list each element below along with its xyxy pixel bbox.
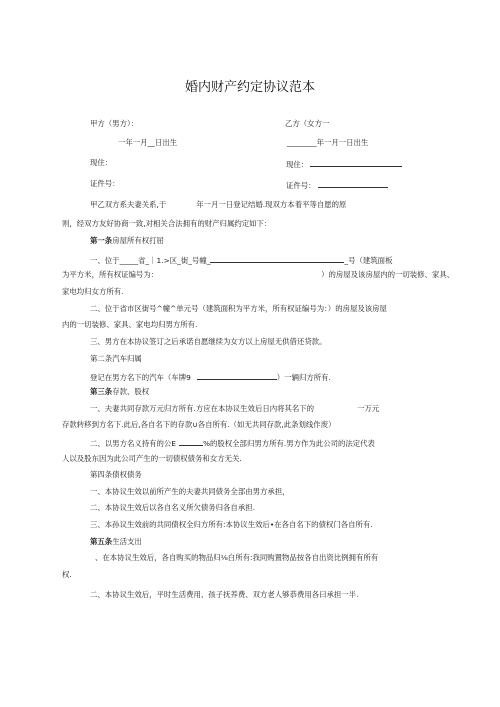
section-4-heading: 第四条债权债务 <box>90 470 142 479</box>
section-1-heading-text: 房屋所有权打屈 <box>112 236 164 245</box>
section-2-line-1a: 登记在男方名下的汽车（车牌9 <box>90 373 191 382</box>
section-3-item-1-line-1b: 一万元 <box>357 404 380 413</box>
section-2-plate-blank <box>197 371 277 380</box>
party-a-birth: 一年一月__日出生 <box>118 138 178 147</box>
section-3-item-1-line-2: 存款转移到方名下.此后,各自名下的存款∪各自所有.（如无共同存款,此条划线作废） <box>62 420 336 429</box>
party-a-id: 证件号： <box>90 179 120 188</box>
party-b-residence <box>286 158 402 170</box>
section-2-line-1b: ）一辆归方所有. <box>276 373 331 382</box>
section-3-item-1-line-1 <box>90 404 379 414</box>
section-1-item-1-line-1b: _号（建筑面板 <box>344 256 393 265</box>
party-a-label: 甲方（男方）： <box>90 119 139 128</box>
party-b-id <box>286 179 388 191</box>
section-3-heading-text: 存款、股权 <box>112 387 150 396</box>
intro-line-1 <box>90 200 346 210</box>
party-b-residence-label: 现住： <box>286 160 309 169</box>
section-5-heading-text: 生活支出 <box>112 537 142 546</box>
section-1-heading-bold: 第一条 <box>90 236 113 245</box>
section-1-item-1-line-1 <box>90 254 392 266</box>
section-1-item-1-blank <box>210 254 344 263</box>
intro-line-1a: 甲乙双方系夫妻关系,于 <box>90 200 167 209</box>
section-1-item-1-line-2a: 为平方米，所有权证编号为： <box>62 270 159 279</box>
party-b-label: 乙方（女方一 <box>285 119 330 128</box>
section-1-item-1-line-1a: 一、位于_____省_｜1.>区_街_号幢_ <box>90 256 211 265</box>
section-3-item-2-line-1a: 二、以男方名义持有的公E <box>90 439 176 448</box>
section-1-heading <box>90 236 164 246</box>
section-5-item-2: 二、本协议生效后，平时生活费用、孩子抚养费、双方老人够恭费用各曰承担一半. <box>90 590 359 599</box>
party-b-birth-text: 年一月一日出生 <box>316 138 369 147</box>
party-b-id-label: 证件号： <box>286 181 316 190</box>
section-5-item-1-line-2: 权. <box>62 570 72 579</box>
section-1-item-2-line-2: 内的一切装修、家具、家电均归男方所有. <box>62 320 198 329</box>
section-5-item-1-line-1: 、在本协议生效后，各自购买的物品归⅛白所有:我同购置物品按各自出资比例拥有所有 <box>95 553 379 562</box>
section-3-item-2-line-1b: %的股权全部归男方所有.男方作为此公司的法定代表 <box>202 439 375 448</box>
section-1-item-2-line-1: 二、位于省市区街号^幢^单元号（建筑面积为平方米，所有权证编号为：）的房屋及该房屋 <box>90 304 387 313</box>
section-4-item-1: 一、本协议生效以前所产生的夫妻共同债务全部由男方承担， <box>90 487 290 496</box>
section-3-item-2-line-1 <box>90 437 375 449</box>
section-5-heading <box>90 537 142 547</box>
section-1-item-1-line-3: 家电均归女方所有. <box>62 287 124 296</box>
party-a-residence: 现住： <box>90 158 113 167</box>
section-5-heading-bold: 第五条 <box>90 537 113 546</box>
section-1-item-1-line-2 <box>62 270 454 280</box>
party-b-id-blank <box>318 179 388 188</box>
section-4-item-2: 二、本协议生效后以各自名义所欠债务归各自承担. <box>90 503 255 512</box>
intro-line-1b: 年一月一日登记结婚.现双方本着平等自愿的原 <box>196 200 347 209</box>
section-2-line-1 <box>90 371 331 383</box>
party-b-birth-blank: ________ <box>287 138 317 147</box>
section-3-heading <box>90 387 149 397</box>
section-1-item-1-line-2b: ）的房屋及该房屋内的一切装修、家具、 <box>321 270 455 279</box>
section-3-item-1-line-1a: 一、夫妻共同存款万元归方所有.方应在本协议生效后日内将其名下的 <box>90 404 315 413</box>
section-2-heading: 第二条汽车归属 <box>90 354 142 363</box>
section-3-item-2-line-2: 人以及股东因为此公司产生的一切债权债务和女方无关. <box>62 454 242 463</box>
section-3-heading-bold: 第三条 <box>90 387 113 396</box>
party-b-birth <box>287 138 368 148</box>
document-title: 婚内财产约定协议范本 <box>184 80 315 95</box>
party-b-residence-blank <box>310 158 402 167</box>
intro-line-2: 则，经双方友好协商一致,对相关合法拥有的财产归属约定如下： <box>62 219 272 228</box>
section-4-item-3: 三、本孙议生效前的共同债权全归方所有:本协议生效后•在各自名下的债权门各自所有. <box>90 520 373 529</box>
section-3-share-blank <box>179 437 203 446</box>
section-1-item-3: 三、男方在本协议签订之后承诺自愿继续为女方以上房屋无供借还贷款。 <box>90 337 327 346</box>
